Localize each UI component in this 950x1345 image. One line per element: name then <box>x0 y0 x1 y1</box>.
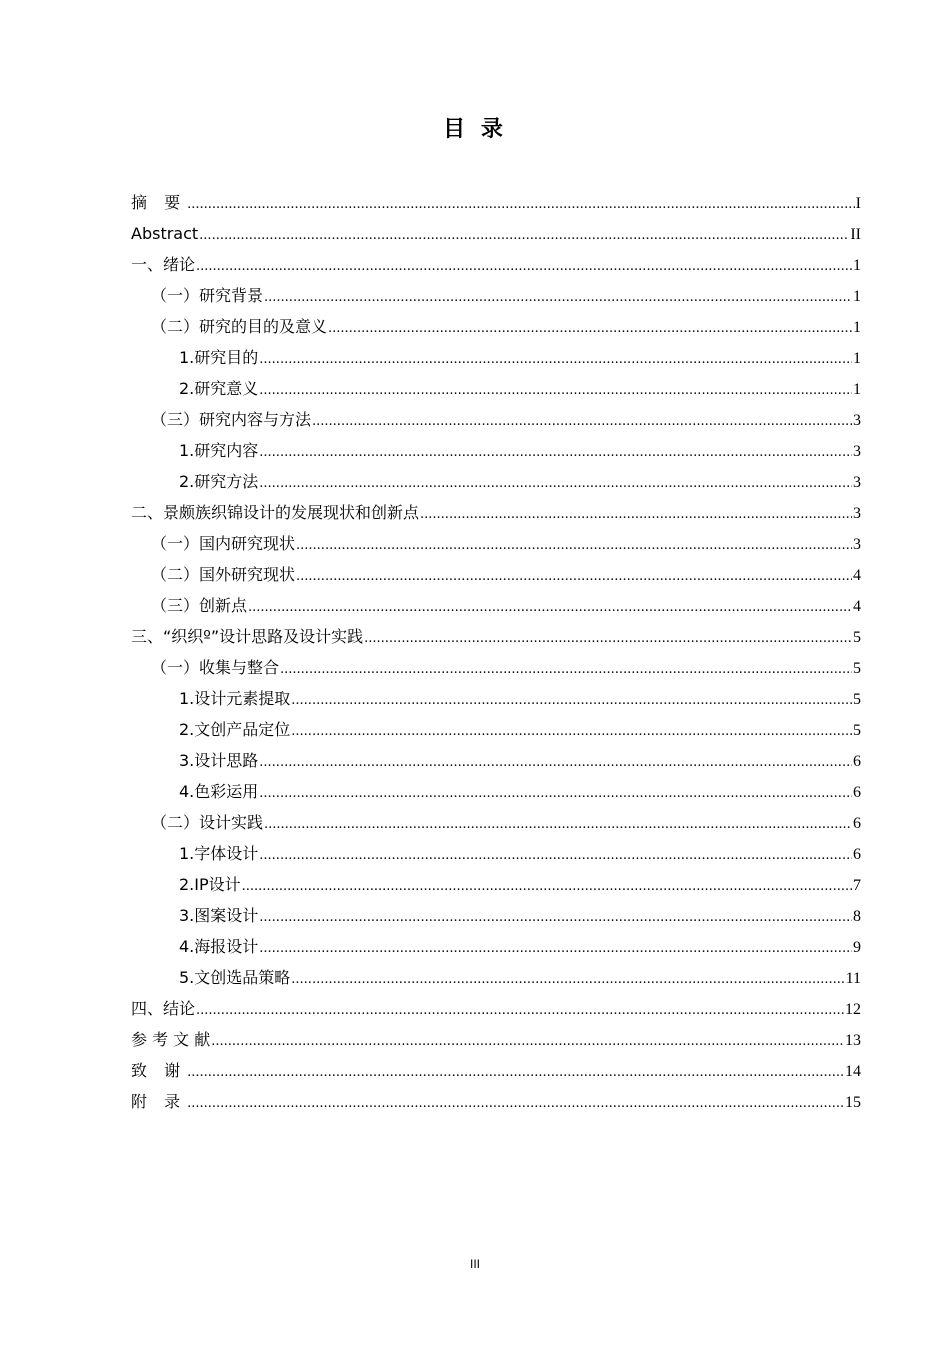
toc-entry-label: 三、“织织º”设计思路及设计实践 <box>131 627 364 646</box>
toc-entry-page: 3 <box>853 474 861 491</box>
toc-entry-label: （一）研究背景 <box>151 286 264 305</box>
toc-entry[interactable] <box>131 1059 861 1090</box>
toc-entry-page: 3 <box>853 443 861 460</box>
toc-entry[interactable] <box>131 439 861 470</box>
toc-dot-leader <box>199 224 849 248</box>
toc-entry-page: 14 <box>845 1063 861 1080</box>
toc-entry-label: （二）国外研究现状 <box>151 565 296 584</box>
toc-entry[interactable] <box>131 997 861 1028</box>
toc-dot-leader <box>259 379 852 403</box>
toc-dot-leader <box>291 689 852 713</box>
toc-entry-label: 5.文创选品策略 <box>179 968 291 987</box>
page-number: III <box>469 1257 480 1271</box>
toc-dot-leader <box>259 937 852 961</box>
toc-entry[interactable] <box>131 780 861 811</box>
toc-entry-page: 5 <box>853 660 861 677</box>
toc-entry-page: 7 <box>853 877 861 894</box>
toc-entry[interactable] <box>131 749 861 780</box>
toc-entry-page: 1 <box>853 319 861 336</box>
toc-entry[interactable] <box>131 842 861 873</box>
toc-entry[interactable] <box>131 191 861 222</box>
toc-entry-page: 13 <box>845 1032 861 1049</box>
page-title: 目 录 <box>443 117 507 142</box>
toc-entry[interactable] <box>131 470 861 501</box>
toc-entry[interactable] <box>131 718 861 749</box>
toc-entry-page: 6 <box>853 815 861 832</box>
toc-dot-leader <box>264 813 852 837</box>
toc-entry-page: 5 <box>853 722 861 739</box>
toc-entry[interactable] <box>131 1090 861 1121</box>
toc-entry-page: I <box>855 195 861 212</box>
toc-dot-leader <box>259 441 852 465</box>
toc-dot-leader <box>259 348 852 372</box>
toc-entry-page: 1 <box>853 350 861 367</box>
toc-entry-label: 4.色彩运用 <box>179 782 259 801</box>
toc-dot-leader <box>187 1092 844 1116</box>
toc-dot-leader <box>187 1061 844 1085</box>
toc-entry[interactable] <box>131 935 861 966</box>
toc-dot-leader <box>296 565 852 589</box>
toc-entry-page: 12 <box>845 1001 861 1018</box>
toc-entry-label: 2.文创产品定位 <box>179 720 291 739</box>
toc-entry-label: 二、景颇族织锦设计的发展现状和创新点 <box>131 503 420 522</box>
toc-entry-label: Abstract <box>131 224 199 243</box>
toc-entry-label: 1.研究目的 <box>179 348 259 367</box>
toc-entry-label: （一）国内研究现状 <box>151 534 296 553</box>
toc-entry-page: 5 <box>853 629 861 646</box>
toc-entry[interactable] <box>131 873 861 904</box>
toc-entry[interactable] <box>131 501 861 532</box>
toc-entry-page: 11 <box>845 970 861 987</box>
toc-dot-leader <box>259 782 852 806</box>
toc-dot-leader <box>259 472 852 496</box>
toc-entry-page: 3 <box>853 536 861 553</box>
toc-entry[interactable] <box>131 625 861 656</box>
toc-dot-leader <box>196 255 852 279</box>
toc-entry[interactable] <box>131 594 861 625</box>
toc-entry[interactable] <box>131 315 861 346</box>
toc-dot-leader <box>248 596 852 620</box>
toc-entry-page: 15 <box>845 1094 861 1111</box>
toc-entry-page: 3 <box>853 412 861 429</box>
toc-dot-leader <box>296 534 852 558</box>
toc-entry-label: （二）设计实践 <box>151 813 264 832</box>
toc-entry[interactable] <box>131 656 861 687</box>
toc-entry-label: 参 考 文 献 <box>131 1030 211 1049</box>
toc-dot-leader <box>291 720 852 744</box>
toc-dot-leader <box>328 317 852 341</box>
toc-entry[interactable] <box>131 284 861 315</box>
toc-entry-page: 3 <box>853 505 861 522</box>
toc-entry-page: 4 <box>853 598 861 615</box>
toc-entry-page: 5 <box>853 691 861 708</box>
toc-dot-leader <box>196 999 844 1023</box>
toc-entry[interactable] <box>131 346 861 377</box>
toc-entry-label: 2.研究意义 <box>179 379 259 398</box>
toc-dot-leader <box>364 627 852 651</box>
toc-dot-leader <box>280 658 852 682</box>
toc-entry-page: 6 <box>853 784 861 801</box>
toc-dot-leader <box>259 906 852 930</box>
toc-dot-leader <box>259 751 852 775</box>
toc-entry-label: 摘 要 <box>131 193 187 212</box>
toc-entry-page: 6 <box>853 846 861 863</box>
toc-entry-page: 4 <box>853 567 861 584</box>
toc-entry-page: II <box>850 226 861 243</box>
toc-entry-label: 2.IP设计 <box>179 875 241 894</box>
toc-entry-page: 8 <box>853 908 861 925</box>
toc-entry[interactable] <box>131 253 861 284</box>
toc-entry[interactable] <box>131 377 861 408</box>
toc-entry[interactable] <box>131 563 861 594</box>
toc-dot-leader <box>259 844 852 868</box>
toc-entry-page: 9 <box>853 939 861 956</box>
toc-entry-label: 附 录 <box>131 1092 187 1111</box>
toc-entry[interactable] <box>131 904 861 935</box>
toc-entry[interactable] <box>131 966 861 997</box>
toc-entry[interactable] <box>131 532 861 563</box>
toc-entry-page: 6 <box>853 753 861 770</box>
toc-entry-page: 1 <box>853 288 861 305</box>
toc-dot-leader <box>264 286 852 310</box>
toc-entry-label: 1.研究内容 <box>179 441 259 460</box>
toc-entry-page: 1 <box>853 381 861 398</box>
toc-entry-label: 1.设计元素提取 <box>179 689 291 708</box>
toc-dot-leader <box>312 410 852 434</box>
toc-entry-label: 四、结论 <box>131 999 196 1018</box>
toc-entry[interactable] <box>131 811 861 842</box>
toc-dot-leader <box>291 968 844 992</box>
table-of-contents <box>131 191 861 1121</box>
toc-entry-label: 3.图案设计 <box>179 906 259 925</box>
toc-dot-leader <box>187 193 855 217</box>
toc-entry-label: 1.字体设计 <box>179 844 259 863</box>
toc-entry-page: 1 <box>853 257 861 274</box>
toc-entry-label: 2.研究方法 <box>179 472 259 491</box>
toc-entry-label: （二）研究的目的及意义 <box>151 317 328 336</box>
toc-entry[interactable] <box>131 1028 861 1059</box>
toc-dot-leader <box>420 503 852 527</box>
toc-entry-label: 一、绪论 <box>131 255 196 274</box>
toc-entry-label: （三）创新点 <box>151 596 248 615</box>
toc-entry[interactable] <box>131 222 861 253</box>
toc-entry-label: （一）收集与整合 <box>151 658 280 677</box>
toc-entry-label: 4.海报设计 <box>179 937 259 956</box>
toc-entry[interactable] <box>131 408 861 439</box>
toc-dot-leader <box>211 1030 844 1054</box>
toc-entry-label: 致 谢 <box>131 1061 187 1080</box>
toc-entry-label: （三）研究内容与方法 <box>151 410 312 429</box>
toc-dot-leader <box>242 875 852 899</box>
toc-entry-label: 3.设计思路 <box>179 751 259 770</box>
toc-entry[interactable] <box>131 687 861 718</box>
